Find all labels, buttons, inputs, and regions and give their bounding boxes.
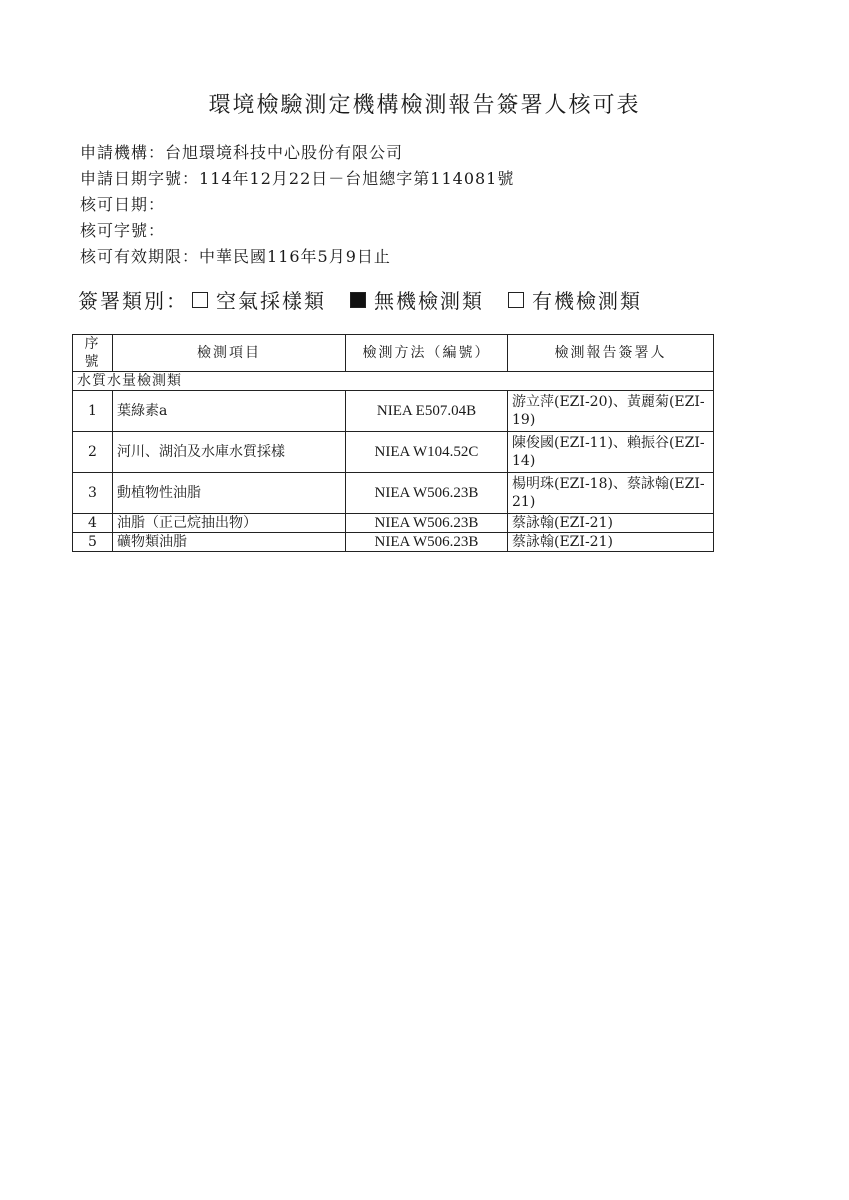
category-option-label: 空氣採樣類 bbox=[216, 289, 326, 313]
cell-signer: 蔡詠翰(EZI-21) bbox=[508, 514, 714, 533]
info-label: 核可日期： bbox=[80, 195, 166, 214]
header-no: 序號 bbox=[73, 335, 113, 372]
table-row bbox=[73, 432, 714, 473]
cell-signer: 陳俊國(EZI-11)、賴振谷(EZI-14) bbox=[508, 432, 714, 473]
cell-item: 河川、湖泊及水庫水質採樣 bbox=[113, 432, 346, 473]
checkbox-organic[interactable] bbox=[508, 292, 524, 308]
cell-no: 1 bbox=[73, 391, 113, 432]
cell-no: 3 bbox=[73, 473, 113, 514]
group-label: 水質水量檢測類 bbox=[73, 372, 714, 391]
cell-item: 葉綠素a bbox=[113, 391, 346, 432]
category-option-label: 有機檢測類 bbox=[532, 289, 642, 313]
table-header-row bbox=[73, 335, 714, 372]
category-option-label: 無機檢測類 bbox=[374, 289, 484, 313]
info-label: 申請機構： bbox=[80, 143, 166, 162]
header-signer: 檢測報告簽署人 bbox=[508, 335, 714, 372]
table-row bbox=[73, 473, 714, 514]
info-row-application-date bbox=[80, 166, 514, 192]
checkbox-air-sampling[interactable] bbox=[192, 292, 208, 308]
document-title: 環境檢驗測定機構檢測報告簽署人核可表 bbox=[208, 93, 641, 118]
table-row bbox=[73, 514, 714, 533]
info-row-institution bbox=[80, 140, 514, 166]
signing-category bbox=[78, 285, 662, 314]
info-label: 核可有效期限： bbox=[80, 247, 200, 266]
cell-no: 2 bbox=[73, 432, 113, 473]
cell-method: NIEA W506.23B bbox=[346, 514, 508, 533]
info-row-approval-number bbox=[80, 218, 514, 244]
info-value: 中華民國116年5月9日止 bbox=[199, 247, 391, 266]
category-label: 簽署類別： bbox=[78, 289, 188, 313]
cell-method: NIEA E507.04B bbox=[346, 391, 508, 432]
cell-method: NIEA W506.23B bbox=[346, 533, 508, 552]
checkbox-inorganic[interactable] bbox=[350, 292, 366, 308]
info-row-approval-date bbox=[80, 192, 514, 218]
info-value: 114年12月22日－台旭總字第114081號 bbox=[199, 169, 515, 188]
cell-item: 油脂（正己烷抽出物） bbox=[113, 514, 346, 533]
info-label: 申請日期字號： bbox=[80, 169, 200, 188]
info-label: 核可字號： bbox=[80, 221, 166, 240]
application-info bbox=[80, 140, 514, 270]
header-item: 檢測項目 bbox=[113, 335, 346, 372]
signer-table bbox=[72, 334, 714, 552]
cell-signer: 楊明珠(EZI-18)、蔡詠翰(EZI-21) bbox=[508, 473, 714, 514]
cell-item: 動植物性油脂 bbox=[113, 473, 346, 514]
info-row-validity bbox=[80, 244, 514, 270]
cell-no: 5 bbox=[73, 533, 113, 552]
table-group-row bbox=[73, 372, 714, 391]
cell-method: NIEA W104.52C bbox=[346, 432, 508, 473]
cell-no: 4 bbox=[73, 514, 113, 533]
table-row bbox=[73, 533, 714, 552]
cell-signer: 游立萍(EZI-20)、黃麗菊(EZI-19) bbox=[508, 391, 714, 432]
cell-item: 礦物類油脂 bbox=[113, 533, 346, 552]
info-value: 台旭環境科技中心股份有限公司 bbox=[165, 143, 404, 162]
header-method: 檢測方法（編號） bbox=[346, 335, 508, 372]
cell-signer: 蔡詠翰(EZI-21) bbox=[508, 533, 714, 552]
table-row bbox=[73, 391, 714, 432]
cell-method: NIEA W506.23B bbox=[346, 473, 508, 514]
